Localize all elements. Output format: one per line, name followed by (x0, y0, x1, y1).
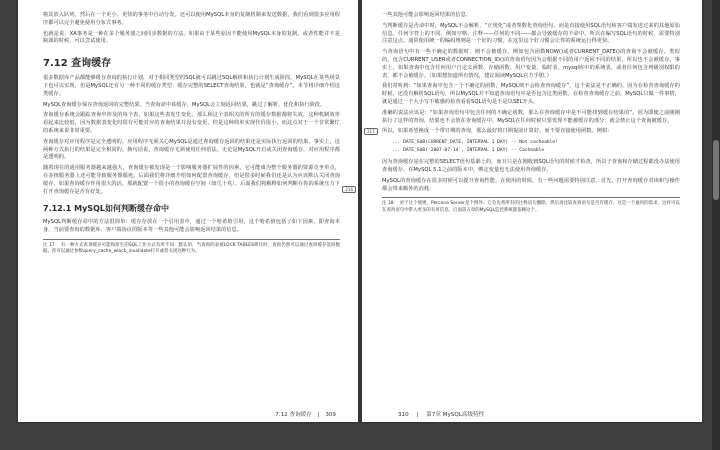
paragraph: MySQL查询缓存保存查询返回的完整结果。当查询命中该缓存，MySQL会立刻返回结果，跳过了解析、优化和执行阶段。 (43, 101, 326, 108)
margin-page-tag: 217 (364, 128, 378, 135)
paragraph: 很多数据库产品都能够缓存查询的执行计划，对于相同类型的SQL就可以跳过SQL解析和执行计划生成阶段。MySQL在某些场景下也可以实现，但是MySQL还有另一种不同的缓存类型：缓存完整的SELECT查询结果，也就是“查询缓存”。本节将详细介绍这类缓存。 (43, 75, 340, 97)
paragraph: 当判断缓存是否命中时，MySQL不会解析、“正规化”或者参数化查询语句，而是直接使用SQL语句和客户端发送过来的其他原始信息。任何字符上的不同，例如空格、注释——任何的不同——都会导致缓存的不命中。所以在编写SQL语句的时候，需要特别注意这点。通常使用统一的编码规则是一个好的习惯，在这里这个好习惯会让你的系统运行得更快。 (382, 22, 680, 45)
footnote-divider (382, 197, 680, 198)
section-title: 7.12 查询缓存 (43, 58, 112, 70)
scrollbar-thumb[interactable] (713, 140, 719, 200)
paragraph: 一些其他可能会影响返回结果的信息。 (382, 12, 472, 18)
paragraph: MySQL判断缓存命中的方法很简单：缓存存放在一个引用表中，通过一个哈希值引用，这个哈希值包括了如下因素，即查询本身、当前要查询的数据库、客户端协议的版本等一些其他可能会影响返回结果的信息。 (43, 219, 340, 234)
footnote: 注 17： 有一种方式查询缓存可能和原生的SQL工作方式有所不同：默认的，当查询的表被LOCK TABLES锁住时，查询仍然可以通过查询缓存返回数据。你可以通过参数query_cache_wlock_invalidate打开或者关闭这种行为。 (43, 242, 340, 255)
paragraph: 将其放入队列，然后在一个更小、更快的事务中自动分发。还可以使用MySQL本身的复制机制来发送数据，我们看到很多应用程序都可以完全避免使用分布式事务。 (43, 12, 340, 26)
paragraph: 当查询语句中有一些不确定的数据时，则不会被缓存。例如包含函数NOW()或者CURRENT_DATE()的查询不会被缓存。类似的，包含CURRENT_USER或者CONNECTION_ID()的查询语句因为会根据不同的用户返回不同的结果，所以也不会被缓存。事实上，如果查询中包含任何用户自定义函数、存储函数、用户变量、临时表、mysql库中的系统表，或者任何包含列级别权限的表，都不会被缓存。（如果想知道所有情况，建议阅读MySQL官方手册。） (382, 49, 680, 79)
paragraph: 查询缓存系统会跟踪查询中涉及的每个表，如果这些表发生变化，那么和这个表相关的所有的缓存数据都将失效。这种机制效率看起来比较低，因为数据表变化时很有可能对应的查询结果并没有变更，但是这种简单实现代价很小，而这点对于一个非常繁忙的系统来说非常重要。 (43, 112, 340, 134)
footer-section: 7.12 查询缓存 (275, 412, 312, 418)
right-page (362, 0, 702, 422)
footer-page-number: 309 (325, 412, 336, 418)
right-page-content (382, 12, 680, 414)
footnote-divider (43, 239, 340, 240)
paragraph: 查询缓存对应用程序是完全透明的。应用程序无须关心MySQL是通过查询缓存返回的结果还是实际执行返回的结果。事实上，这两种方式执行的结果是完全相同的。换句话说，查询缓存无须使用任何语法。无论是MySQL开启或关闭查询缓存，对应用程序都是透明的。 (43, 138, 340, 161)
paragraph: 我们常听到：“如果查询中包含一个不确定的函数，MySQL则不会检查查询缓存”。这个说法是不正确的。因为在检查查询缓存的时候，还没有解析SQL语句，所以MySQL并不知道查询语句中是否包含这类函数。在检查查询缓存之前，MySQL只做一件事情，就是通过一个大小写不敏感的检查看看SQL语句是不是以SEL开头。 (382, 83, 680, 105)
page-footer: 7.12 查询缓存 | 309 (275, 412, 336, 418)
left-page-content (43, 12, 340, 414)
code-line: ... DATE_SUB(CURRENT_DATE, INTERVAL 1 DAY) -- Not cacheable! (392, 140, 558, 146)
paragraph: 也就是说，XA事务是一种在多个服务器之间同步数据的方法。如果由于某些原因不能使用MySQL本身的复制，或者性能并不是瓶颈的时候，可以尝试使用。 (43, 30, 340, 45)
footer-chapter: 第7章 MySQL高级特性 (426, 412, 485, 418)
paragraph: 准确的说法应该是：“如果查询语句中包含任何的不确定函数，那么在查询缓存中是不可能找到缓存结果的”。因为即使之前刚刚执行了这样的查询，结果也不会放在查询缓存中。MySQL在任何时候只要发现不能被缓存的部分，就会禁止这个查询被缓存。 (382, 109, 680, 124)
paragraph: MySQL的查询缓存在很多时候可以提升查询性能，在使用的时候，有一些问题需要特别注意。首先，打开查询缓存对读和写操作都会带来额外的消耗： (382, 177, 680, 192)
footnote: 注 18： 对于这个规则，Percona Server是个例外。它会先将所有的注释语句删除，然后再比较查询语句是否有缓存。这是一个通用的需求，这样可以在查询语句中带入更多的有用信息。后面第五章的MySQL监控系统就依赖这个。 (382, 201, 680, 213)
vertical-scrollbar[interactable] (712, 0, 720, 450)
margin-page-tag: 216 (342, 186, 356, 193)
code-line: ... DATE_SUB('2007-07-14', INTERVAL 1 DAY) -- Cacheable (392, 148, 545, 154)
footer-page-number: 310 (398, 412, 409, 418)
left-page (18, 0, 358, 422)
page-footer: 310 | 第7章 MySQL高级特性 (398, 412, 485, 418)
paragraph: 因为查询缓存是在完整的SELECT语句基础上的，而且只是在刚收到SQL语句的时候才检查，所以子查询和存储过程都没办法使用查询缓存。在MySQL 5.1之前的版本中，绑定变量也无法使用查询缓存。 (382, 159, 680, 173)
paragraph: 随着现在的通用服务器越来越强大，查询缓存被发现是一个影响服务器扩展性的因素。它可能成为整个服务器的资源竞争单点，在多核服务器上还可能导致服务器僵死。后面我们将详细介绍如何配置查询缓存，但是很多时候我们还是认为应该默认关闭查询缓存，如果查询缓存作用很大的话，那就配置一个很小的查询缓存空间（如几十兆）。后面我们将解释如何判断在你的系统压力下打开查询缓存是否有好处。 (43, 165, 340, 195)
subsection-title: 7.12.1 MySQL如何判断缓存命中 (43, 204, 169, 214)
paragraph: 所以，如果希望换成一个带日期的查询，那么最好将日期提前计算好，而不要直接使用函数。例如： (382, 128, 613, 135)
